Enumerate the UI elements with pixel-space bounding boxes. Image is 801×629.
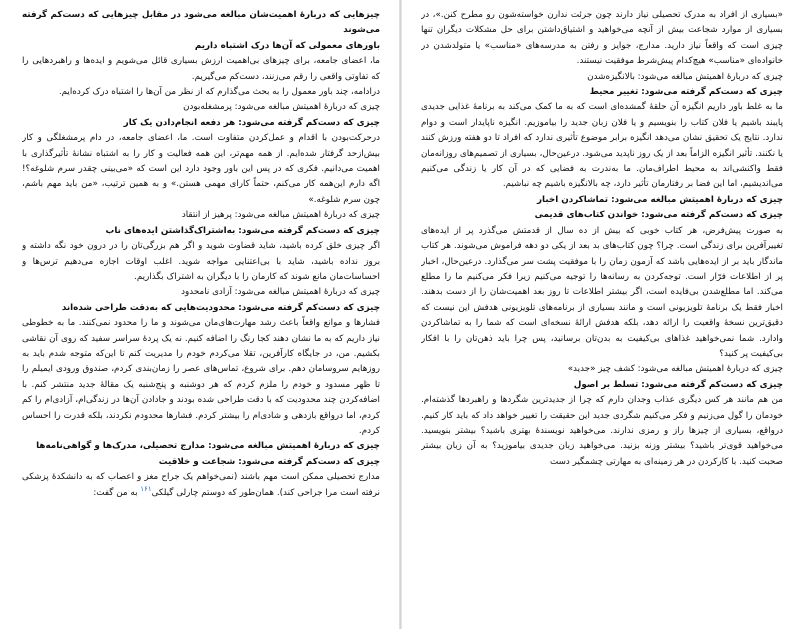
paragraph-text: چیزی که دربارهٔ اهمیتش مبالغه می‌شود: تماشاکردن اخبار — [537, 194, 783, 205]
paragraph-text: چیزهایی که درباره‌ٔ اهمیت‌شان مبالغه می‌شود در مقابل چیزهایی که دست‌کم گرفته می‌شوند — [22, 10, 380, 36]
section-heading — [22, 39, 380, 54]
paragraph-text: چیزی که دست‌کم گرفته می‌شود: تسلط بر اصول — [573, 379, 783, 390]
paragraph-text: چیزی که دربارهٔ اهمیتش مبالغه می‌شود: بالانگیزه‌شدن — [587, 71, 783, 82]
paragraph — [421, 70, 783, 85]
section-heading — [421, 85, 783, 100]
paragraph-text: چیزی که دست‌کم گرفته می‌شود: شجاعت و خلاقیت — [158, 456, 380, 467]
paragraph-text: چیزی که دربارهٔ اهمیتش مبالغه می‌شود: مدارج تحصیلی، مدرک‌ها و گواهی‌نامه‌ها — [36, 441, 380, 452]
paragraph-text: چیزی که دست‌کم گرفته می‌شود: تغییر محیط — [589, 87, 783, 98]
left-page — [22, 8, 380, 624]
paragraph — [421, 393, 783, 470]
section-heading — [22, 301, 380, 316]
paragraph — [421, 362, 783, 377]
paragraph — [22, 316, 380, 439]
paragraph — [22, 100, 380, 115]
paragraph — [421, 224, 783, 363]
paragraph-text: چیزی که دست‌کم گرفته می‌شود: به‌اشتراک‌گذاشتن ایده‌های ناب — [105, 225, 380, 236]
section-heading — [421, 378, 783, 393]
paragraph-text: درحرکت‌بودن با اقدام و عمل‌کردن متفاوت است. ما، اعضای جامعه، در دام پرمشغلگی و کار بیش‌ازحد گرفتار شده‌ایم. از همه مهم‌تر، این همه فعالیت و کار را به اشتباه نشانهٔ تأثیرگذاری با اهمیت می‌دانیم. فکری که در پس این باور وجود دارد این است که «می‌بینی چقدر سرم شلوغه؟! اگه دارم این‌همه کار می‌کنم، حتماً کارای مهمی هستن.» و به همین ترتیب، «من باید مهم باشم، چون سرم شلوغه.» — [22, 133, 380, 205]
paragraph-text: درادامه، چند باور معمول را به بحث می‌گذارم که از نظر من آن‌ها را اشتباه درک کرده‌ایم. — [58, 87, 380, 98]
section-heading — [421, 208, 783, 223]
paragraph — [22, 239, 380, 285]
paragraph — [22, 208, 380, 223]
right-page — [421, 8, 783, 624]
paragraph-text: ما به غلط باور داریم انگیزه آن حلقهٔ گمشده‌ای است که به ما کمک می‌کند به برنامهٔ غذایی جدیدی پایبند باشیم یا فلان کتاب را بنویسیم و یا فلان زبان جدید را بیاموزیم. انگیزه ناپایدار است و دوام ندارد. نتایج یک تحقیق نشان می‌دهد انگیزه برابر موضوع تأثیری ندارد که افراد تا دو هفته ورزش کنند یا نکنند. تأثیر انگیزه الزاماً بعد از یک روز ناپدید می‌شود. درعین‌حال، بسیاری از تصمیم‌های روزانه‌مان فقط واکنشی‌اند به محیط اطراف‌مان. ما به‌ندرت به فضایی که در آن کار یا زندگی می‌کنیم می‌اندیشیم، اما این فضا بر رفتارمان تأثیر دارد، چه بالانگیزه باشیم چه نباشیم. — [421, 102, 783, 190]
section-heading — [22, 224, 380, 239]
section-heading — [421, 193, 783, 208]
paragraph-text: ما، اعضای جامعه، برای چیزهای بی‌اهمیت ارزش بسیاری قائل می‌شویم و ایده‌ها و راهبردهایی را که تفاوتی واقعی را رقم می‌زنند، دست‌کم می‌گیریم. — [22, 56, 380, 82]
paragraph-text: چیزی که دربارهٔ اهمیتش مبالغه می‌شود: پرمشغله‌بودن — [183, 102, 380, 113]
paragraph-tail: به من گفت: — [93, 487, 141, 498]
paragraph-text: چیزی که دربارهٔ اهمیتش مبالغه می‌شود: کشف چیز «جدید» — [567, 364, 783, 375]
paragraph — [22, 131, 380, 208]
paragraph-text: چیزی که دربارهٔ اهمیتش مبالغه می‌شود: پرهیز از انتقاد — [181, 210, 380, 221]
paragraph-text: فشارها و موانع واقعاً باعث رشد مهارت‌های‌مان می‌شوند و ما را محدود نمی‌کنند. ما به خطوطی نیاز داریم که به ما نشان دهند کجا رنگ را اضافه کنیم. نه یک پردهٔ سراسر سفید که روی آن نقاشی بکشیم. من، در جایگاه کارآفرین، تقلا می‌کردم خودم را مدیریت کنم تا این‌که متوجه شدم باید به روزهایم سروسامان دهم. برای شروع، تماس‌های عصر را زمان‌بندی کردم، صندوق ورودی ایمیلم را تا ظهر مسدود و خودم را ملزم کردم که هر دوشنبه و پنج‌شنبه یک مقالهٔ جدید منتشر کنم. با اضافه‌کردن چند محدودیت که با دقت طراحی شده بودند و جادادن آن‌ها در زندگی‌ام، آزادی‌ام را کم کردم، اما درواقع بازدهی و شادی‌ام را بیشتر کردم. فشارها محدودم نکردند، بلکه قدرت را احساس کردم. — [22, 318, 380, 436]
paragraph-text: چیزی که دست‌کم گرفته می‌شود: محدودیت‌هایی که به‌دقت طراحی شده‌اند — [61, 302, 380, 313]
paragraph-text: «بسیاری از افراد به مدرک تحصیلی نیاز دارند چون جرئت ندارن خواسته‌شون رو مطرح کنن.»، در بسیاری از موارد شجاعت بیش از آنچه می‌خواهید و اشتیاق‌داشتن برای حل مشکلات دیگران تنها چیزی است که واقعاً نیاز دارید. مدارج، جوایز و رفتن به مدرسه‌های «مناسب» یا متولدشدن در خانواده‌ای «مناسب» هیچ‌کدام پیش‌شرط موفقیت نیستند. — [421, 10, 783, 67]
paragraph-text: من هم مانند هر کس دیگری عذاب وجدان دارم که چرا از جدیدترین شگردها و راهبردها گذشته‌ام. خودمان را گول می‌زنیم و فکر می‌کنیم شگردی جدید این حقیقت را تغییر خواهد داد که باید کار کنیم. درواقع، بسیاری از چیزها راز و رمزی ندارند. می‌خواهید نویسندهٔ بهتری باشید؟ بیشتر بنویسید. می‌خواهید قوی‌تر باشید؟ بیشتر وزنه بزنید. می‌خواهید زبان جدیدی بیاموزید؟ به آن زبان بیشتر صحبت کنید. با کارکردن در هر زمینه‌ای به مهارتی چشمگیر دست — [421, 395, 783, 467]
paragraph-text: باورهای معمولی که آن‌ها درک اشتباه داریم — [194, 40, 380, 51]
paragraph-text: چیزی که دست‌کم گرفته می‌شود: خواندن کتاب‌های قدیمی — [534, 210, 783, 221]
paragraph-text: مدارج تحصیلی ممکن است مهم باشند (نمی‌خواهم یک جراح مغز و اعصاب که به دانشکدهٔ پزشکی نرفته است مرا جراحی کند). همان‌طور که دوستم چارلی گیلکی — [22, 472, 380, 498]
paragraph — [22, 470, 380, 501]
paragraph — [421, 8, 783, 70]
section-heading — [22, 8, 380, 39]
book-gutter — [399, 0, 402, 629]
paragraph-text: چیزی که دربارهٔ اهمیتش مبالغه می‌شود: آزادی نامحدود — [181, 287, 380, 298]
paragraph-text: اگر چیزی خلق کرده باشید، شاید قضاوت شوید و اگر هم بزرگی‌تان را در درون خود نگه داشته و بروز نداده باشید، شاید با بی‌اعتنایی مواجه شوید. اغلب اوقات اجازه می‌دهیم ترس‌ها و احساسات‌مان مانع شوند که کارمان را با دیگران به اشتراک بگذاریم. — [22, 241, 380, 282]
section-heading — [22, 116, 380, 131]
paragraph-text: چیزی که دست‌کم گرفته می‌شود: هر دفعه انجام‌دادن یک کار — [123, 117, 380, 128]
paragraph — [421, 100, 783, 192]
section-heading — [22, 439, 380, 454]
paragraph-text: به صورت پیش‌فرض، هر کتاب خوبی که بیش از ده سال از قدمتش می‌گذرد پر از ایده‌های تغییرآفرین برای زندگی است. چرا؟ چون کتاب‌های بد بعد از یکی دو دهه فراموش می‌شوند. هر کتاب ماندگار باید بر از ایده‌هایی باشد که آزمون زمان را با موفقیت پشت سر می‌گذارد. درعین‌حال، اخبار پر از اطلاعات فرّار است. توجه‌کردن به رسانه‌ها را توجیه می‌کنیم زیرا فکر می‌کنیم ما را مطلع می‌کند. اما مطلع‌شدن بی‌فایده است، اگر بیشتر اطلاعات تا روز بعد اهمیت‌شان را از دست بدهند. اخبار فقط یک برنامهٔ تلویزیونی است و مانند بسیاری از برنامه‌های تلویزیونی هدفش این نیست که دقیق‌ترین نسخهٔ واقعیت را ارائه دهد، بلکه هدفش ارائهٔ نسخه‌ای است که شما را به تماشاکردن وادارد. شما نمی‌خواهید غذاهای بی‌کیفیت به بدن‌تان برسانید، پس چرا باید ذهن‌تان را با افکار بی‌کیفیت پر کنید؟ — [421, 225, 783, 359]
footnote-ref[interactable]: ۱۶۱ — [140, 484, 152, 493]
paragraph — [22, 54, 380, 85]
paragraph — [22, 285, 380, 300]
section-heading — [22, 455, 380, 470]
paragraph — [22, 85, 380, 100]
